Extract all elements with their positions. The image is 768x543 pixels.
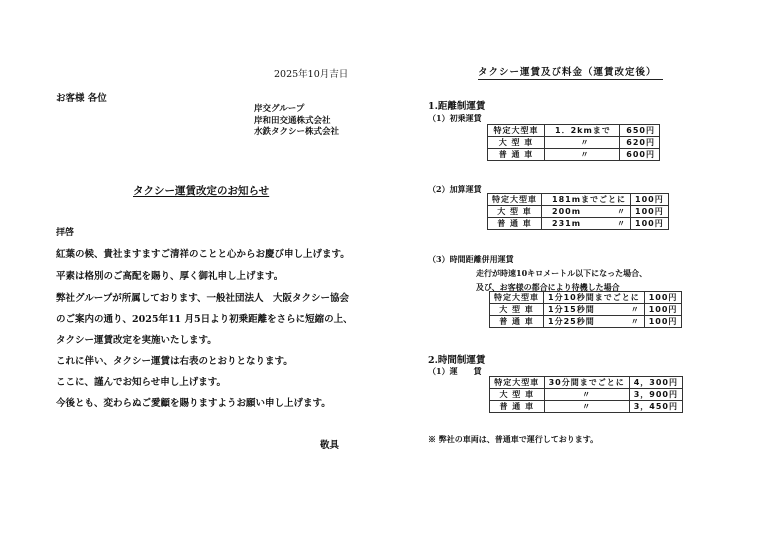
distance: 231m bbox=[552, 219, 582, 228]
time-distance-fare-label: （3）時間距離併用運賃 bbox=[428, 254, 514, 264]
vehicle-type: 大 型 車 bbox=[490, 304, 544, 316]
closing: 敬具 bbox=[320, 440, 340, 451]
fare-condition bbox=[544, 304, 645, 316]
initial-fare-table bbox=[487, 124, 660, 161]
ditto-mark: 〃 bbox=[617, 207, 627, 216]
vehicle-type: 特定大型車 bbox=[488, 194, 542, 206]
distance: 200m bbox=[552, 207, 582, 216]
salutation: 拝啓 bbox=[56, 228, 75, 238]
fare-amount: 100円 bbox=[631, 218, 669, 230]
ditto-mark: 〃 bbox=[617, 219, 627, 228]
vehicle-note: ※ 弊社の車両は、普通車で運行しております。 bbox=[428, 434, 599, 444]
section2-heading: 2.時間制運賃 bbox=[428, 355, 486, 366]
sender-group: 岸交グループ bbox=[254, 104, 305, 114]
additional-fare-table bbox=[487, 193, 669, 230]
addressee: お客様 各位 bbox=[56, 93, 107, 104]
table-row bbox=[490, 389, 683, 401]
body-line: 今後とも、変わらぬご愛顧を賜りますようお願い申し上げます。 bbox=[56, 398, 331, 409]
vehicle-type: 特定大型車 bbox=[490, 292, 544, 304]
ditto-mark: 〃 bbox=[630, 305, 640, 314]
time-fare-label: （1）運 賃 bbox=[428, 366, 482, 376]
fare-amount: 4，300円 bbox=[629, 377, 682, 389]
table-row bbox=[490, 377, 683, 389]
body-line: 紅葉の候、貴社ますますご清祥のことと心からお慶び申し上げます。 bbox=[56, 249, 350, 260]
letter-date: 2025年10月吉日 bbox=[274, 69, 349, 80]
vehicle-type: 特定大型車 bbox=[488, 125, 545, 137]
fare-condition: 〃 bbox=[545, 149, 620, 161]
fare-condition: 〃 bbox=[545, 137, 620, 149]
condition-line: 及び、お客様の都合により待機した場合 bbox=[476, 282, 620, 292]
sender-company-2: 水鉄タクシー株式会社 bbox=[254, 127, 340, 137]
time-fare-table bbox=[489, 376, 683, 413]
table-row bbox=[490, 401, 683, 413]
senders bbox=[254, 104, 339, 139]
fare-amount: 100円 bbox=[631, 194, 669, 206]
vehicle-type: 普 通 車 bbox=[488, 149, 545, 161]
body-line: ここに、謹んでお知らせ申し上げます。 bbox=[56, 377, 226, 388]
fare-amount: 100円 bbox=[644, 304, 682, 316]
fare-condition: 30分間までごとに bbox=[544, 377, 629, 389]
table-row bbox=[488, 194, 669, 206]
table-row bbox=[490, 304, 682, 316]
additional-fare-label: （2）加算運賃 bbox=[428, 184, 482, 194]
vehicle-type: 大 型 車 bbox=[488, 137, 545, 149]
fare-amount: 650円 bbox=[620, 125, 660, 137]
vehicle-type: 大 型 車 bbox=[488, 206, 542, 218]
vehicle-type: 特定大型車 bbox=[490, 377, 545, 389]
fare-condition: 〃 bbox=[544, 389, 629, 401]
fare-condition: 〃 bbox=[544, 401, 629, 413]
ditto-mark: 〃 bbox=[630, 317, 640, 326]
fare-condition: 181mまでごとに bbox=[542, 194, 631, 206]
body-line: 平素は格別のご高配を賜り、厚く御礼申し上げます。 bbox=[56, 271, 284, 282]
body-line: のご案内の通り、2025年11 月5日より初乗距離をさらに短縮の上、 bbox=[56, 314, 353, 325]
section1-heading: 1.距離制運賃 bbox=[428, 101, 486, 112]
duration: 1分15秒間 bbox=[548, 305, 595, 314]
table-row bbox=[488, 137, 660, 149]
table-row bbox=[490, 316, 682, 328]
fare-amount: 620円 bbox=[620, 137, 660, 149]
duration: 1分25秒間 bbox=[548, 317, 595, 326]
vehicle-type: 大 型 車 bbox=[490, 389, 545, 401]
table-row bbox=[488, 149, 660, 161]
fare-amount: 3，900円 bbox=[629, 389, 682, 401]
table-row bbox=[490, 292, 682, 304]
table-row bbox=[488, 125, 660, 137]
vehicle-type: 普 通 車 bbox=[490, 401, 545, 413]
fare-amount: 100円 bbox=[644, 292, 682, 304]
fare-condition bbox=[542, 218, 631, 230]
fare-amount: 100円 bbox=[631, 206, 669, 218]
initial-fare-label: （1）初乗運賃 bbox=[428, 113, 482, 123]
body-line: 弊社グループが所属しております、一般社団法人 大阪タクシー協会 bbox=[56, 293, 349, 304]
fare-condition bbox=[542, 206, 631, 218]
notice-title: タクシー運賃改定のお知らせ bbox=[133, 185, 270, 197]
fare-condition: 1．2kmまで bbox=[545, 125, 620, 137]
fare-amount: 3，450円 bbox=[629, 401, 682, 413]
body-line: タクシー運賃改定を実施いたします。 bbox=[56, 335, 217, 346]
table-row bbox=[488, 218, 669, 230]
vehicle-type: 普 通 車 bbox=[488, 218, 542, 230]
time-distance-fare-table bbox=[489, 291, 682, 328]
fare-amount: 100円 bbox=[644, 316, 682, 328]
condition-line: 走行が時速10キロメートル以下になった場合、 bbox=[476, 268, 648, 278]
fare-title: タクシー運賃及び料金（運賃改定後） bbox=[478, 64, 663, 80]
sender-company-1: 岸和田交通株式会社 bbox=[254, 115, 331, 126]
table-row bbox=[488, 206, 669, 218]
fare-amount: 600円 bbox=[620, 149, 660, 161]
body-line: これに伴い、タクシー運賃は右表のとおりとなります。 bbox=[56, 356, 293, 367]
fare-condition: 1分10秒間までごとに bbox=[544, 292, 645, 304]
vehicle-type: 普 通 車 bbox=[490, 316, 544, 328]
fare-condition bbox=[544, 316, 645, 328]
